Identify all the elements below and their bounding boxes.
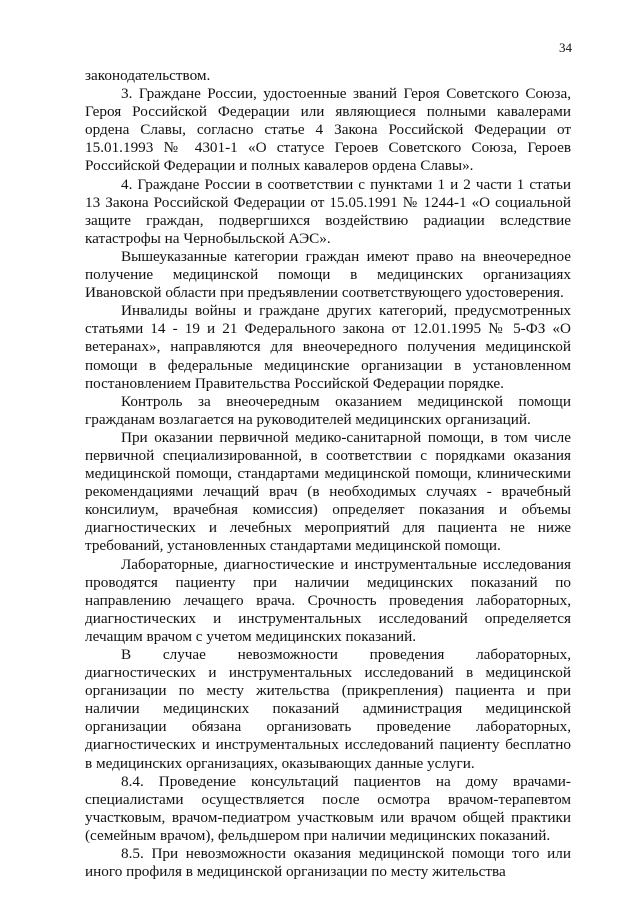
paragraph-impossibility: В случае невозможности проведения лабораторных, диагностических и инструментальных исследований в медицинской организации по месту жительства (прикрепления) пациента и при наличии медицинских показаний администрация медицинской организации обязана организовать проведение лабораторных, диагностических и инструментальных исследований пациенту бесплатно в медицинских организациях, оказывающих данные услуги.	[85, 646, 571, 772]
paragraph-8-4-home-consultations: 8.4. Проведение консультаций пациентов на дому врачами-специалистами осуществляется после осмотра врачом-терапевтом участковым, врачом-педиатром участковым или врачом общей практики (семейным врачом), фельдшером при наличии медицинских показаний.	[85, 772, 571, 844]
paragraph-item-4-chernobyl: 4. Граждане России в соответствии с пунктами 1 и 2 части 1 статьи 13 Закона Российской Федерации от 15.05.1991 № 1244-1 «О социальной защите граждан, подвергшихся воздействию радиации вследствие катастрофы на Чернобыльской АЭС».	[85, 175, 571, 247]
paragraph-control: Контроль за внеочередным оказанием медицинской помощи гражданам возлагается на руководителей медицинских организаций.	[85, 392, 571, 428]
paragraph-item-3-heroes: 3. Граждане России, удостоенные званий Героя Советского Союза, Героя Российской Федерации или являющиеся полными кавалерами ордена Славы, согласно статье 4 Закона Российской Федерации от 15.01.1993 № 4301-1 «О статусе Героев Советского Союза, Героев Российской Федерации и полных кавалеров ордена Славы».	[85, 85, 571, 175]
page-number: 34	[559, 40, 572, 55]
paragraph-8-5-other-profile: 8.5. При невозможности оказания медицинской помощи того или иного профиля в медицинской организации по месту жительства	[85, 845, 571, 881]
paragraph-war-invalids: Инвалиды войны и граждане других категорий, предусмотренных статьями 14 - 19 и 21 Федерального закона от 12.01.1995 № 5-ФЗ «О ветеранах», направляются для внеочередного получения медицинской помощи в федеральные медицинские организации в установленном постановлением Правительства Российской Федерации порядке.	[85, 302, 571, 392]
paragraph-continuation: законодательством.	[85, 67, 211, 84]
document-body	[85, 67, 571, 881]
paragraph-primary-care: При оказании первичной медико-санитарной помощи, в том числе первичной специализированной, в соответствии с порядками оказания медицинской помощи, стандартами медицинской помощи, клиническими рекомендациями лечащий врач (в необходимых случаях - врачебный консилиум, врачебная комиссия) определяет показания и объемы диагностических и лечебных мероприятий для пациента не ниже требований, установленных стандартами медицинской помощи.	[85, 428, 571, 555]
paragraph-priority-right: Вышеуказанные категории граждан имеют право на внеочередное получение медицинской помощи в медицинских организациях Ивановской области при предъявлении соответствующего удостоверения.	[85, 247, 571, 302]
paragraph-lab-research: Лабораторные, диагностические и инструментальные исследования проводятся пациенту при наличии медицинских показаний по направлению лечащего врача. Срочность проведения лабораторных, диагностических и инструментальных исследований определяется лечащим врачом с учетом медицинских показаний.	[85, 555, 571, 645]
